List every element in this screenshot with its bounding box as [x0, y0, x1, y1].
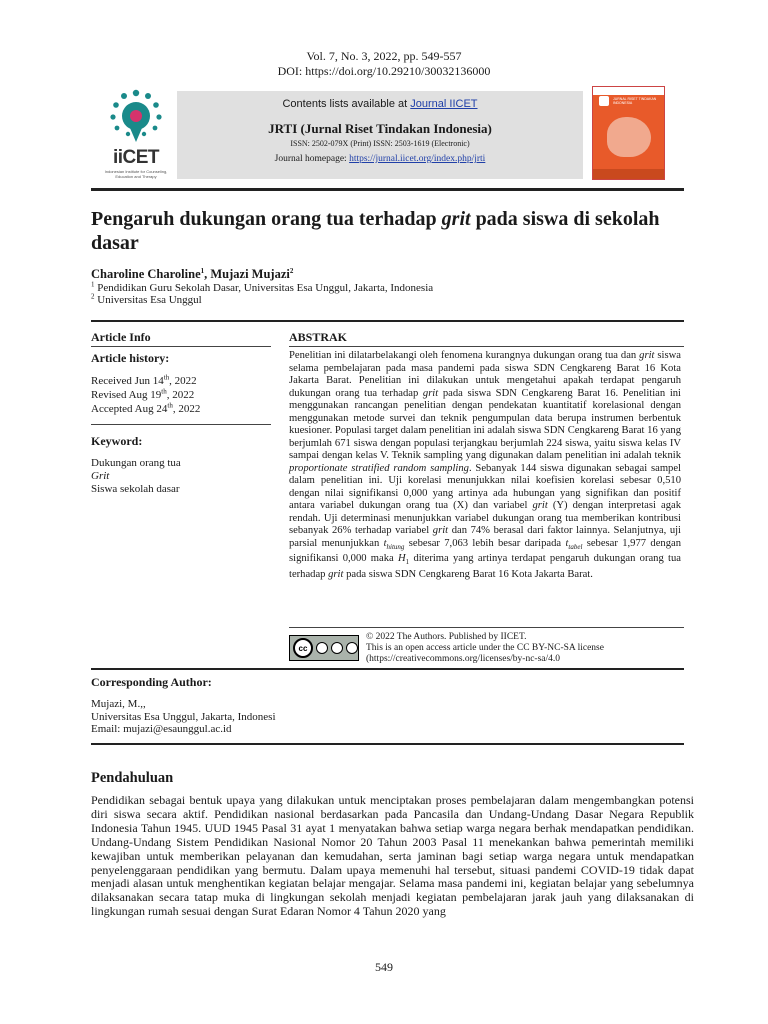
license-divider: [289, 627, 684, 628]
cc-by-nc-sa-badge[interactable]: [289, 635, 359, 661]
cover-top-bar: [593, 87, 665, 95]
revised-date: Revised Aug 19th, 2022: [91, 387, 195, 401]
abstract-divider: [289, 346, 684, 347]
received-date: Received Jun 14th, 2022: [91, 373, 197, 387]
keyword-list: [91, 457, 271, 496]
cover-title: JURNAL RISET TINDAKAN INDONESIA: [613, 97, 657, 105]
journal-cover: [592, 86, 665, 180]
logo-subtitle: Indonesian Institute for Counseling, Education and Therapy: [104, 169, 168, 179]
license-block: [289, 632, 681, 668]
corresponding-institution: Universitas Esa Unggul, Jakarta, Indonesi: [91, 710, 276, 723]
cover-illustration: [607, 117, 651, 157]
authors: Charoline Charoline$^1$, Mujazi Mujazi$^2$: [91, 266, 294, 281]
article-history: [91, 374, 271, 416]
contents-prefix: Contents lists available at: [282, 98, 408, 110]
cc-icon: cc: [293, 638, 313, 658]
abstract-heading: ABSTRAK: [289, 330, 348, 344]
doi-link[interactable]: DOI: https://doi.org/10.29210/30032136000: [277, 64, 491, 78]
article-title: Pengaruh dukungan orang tua terhadap grit pada siswa di sekolah dasar: [91, 208, 660, 254]
intro-paragraph: Pendidikan sebagai bentuk upaya yang dilakukan untuk menciptakan proses pembelajaran dalam mengembangkan potensi diri siswa secara aktif. Pendidikan nasional berdasarkan pada Pancasila dan Undang-Undang Dasar Negara Republik Indonesia Tahun 1945. UUD 1945 Pasal 31 ayat 1 menyatakan bahwa setiap warga negara berhak mendapatkan pendidikan. Undang-Undang Sistem Pendidikan Nasional Nomor 20 Tahun 2003 Pasal 11 menekankan bahwa pemerintah memiliki kewajiban untuk memberikan pelayanan dan kemudahan, serta jaminan bagi setiap warga negara untuk mendapatkan penyelenggaraan pendidikan yang bermutu. Dalam upaya memenuhi hal tersebut, situasi pandemi COVID-19 tidak dapat menjadi alasan untuk menghentikan kegiatan belajar mengajar. Selama masa pandemi ini, kegiatan belajar yang sebelumnya dilaksanakan secara tatap muka di lingkungan sekolah menjadi kegiatan pembelajaran jarak jauh yang dilaksanakan di lingkungan rumah sesuai dengan Surat Edaran Nomor 4 Tahun 2020 yang: [91, 793, 694, 919]
article-info-heading: Article Info: [91, 330, 151, 344]
license-text: © 2022 The Authors. Published by IICET. This is an open access article under the CC BY-NC-SA license (https://creativecommons.org/licenses/by-nc-sa/4.0: [366, 632, 604, 664]
iicet-logo: [104, 88, 168, 183]
keyword-item: Dukungan orang tua: [91, 457, 181, 469]
corresponding-details: [91, 698, 276, 736]
journal-header-box: [177, 91, 583, 179]
logo-name: iiCET: [112, 147, 160, 168]
article-history-heading: Article history:: [91, 351, 170, 365]
keyword-heading: Keyword:: [91, 434, 143, 448]
homepage-line: [177, 154, 583, 164]
abstract-text: Penelitian ini dilatarbelakangi oleh fenomena kurangnya dukungan orang tua dan grit siswa selama pembelajaran pada masa pandemi pada siswa SDN Cengkareng Barat 16 Kota Jakarta Barat. Penelitian ini dilakukan untuk mengetahui apakah terdapat pengaruh dukungan orang tua terhadap grit pada siswa SDN Cengkareng Barat 16. Penelitian ini menggunakan rancangan penelitian dengan pendekatan kuantitatif korelasional dengan menggunakan metode survei dan teknik pengumpulan data berupa instrumen berbentuk kuesioner. Populasi target dalam penelitian ini adalah siswa SDN Cengkareng Barat 16 yang berjumlah 671 siswa dengan populasi terjangkau berjumlah 224 siswa, yaitu siswa kelas IV sampai dengan kelas V. Teknik sampling yang digunakan dalam penelitian ini adalah teknik proportionate stratified random sampling. Sebanyak 144 siswa digunakan sebagai sampel dalam penelitian ini. Uji korelasi menunjukkan nilai koefisien korelasi sebesar 0,510 dengan nilai signifikansi 0,000 yang artinya ada hubungan yang signifikan dan positif antara variabel dukungan orang tua (X) dan variabel grit (Y) dengan interpretasi agak rendah. Uji determinasi menunjukkan variabel dukungan orang tua memberikan kontribusi sebanyak 26% terhadap variabel grit dan 74% berasal dari faktor lainnya. Selanjutnya, uji parsial menunjukkan $t_{hitung}$ sebesar 7,063 lebih besar daripada $t_{tabel}$ sebesar 1,977 dengan signifikansi 0,000 maka $H_1$ diterima yang artinya terdapat pengaruh dukungan orang tua terhadap grit pada siswa SDN Cengkareng Barat 16 Kota Jakarta Barat.: [289, 350, 682, 580]
affiliation-1: $^1$ Pendidikan Guru Sekolah Dasar, Universitas Esa Unggul, Jakarta, Indonesia: [91, 280, 434, 294]
corresponding-divider: [91, 668, 684, 670]
info-top-divider: [91, 320, 684, 322]
nc-icon: [331, 642, 343, 654]
iicet-emblem-icon: [104, 88, 168, 148]
cover-footer: [593, 169, 665, 179]
affiliation-2: $^2$ Universitas Esa Unggul: [91, 292, 202, 306]
section-heading-pendahuluan: Pendahuluan: [91, 770, 174, 786]
by-icon: [316, 642, 328, 654]
keyword-divider: [91, 424, 271, 425]
cover-badge-icon: [599, 96, 609, 106]
corresponding-email[interactable]: Email: mujazi@esaunggul.ac.id: [91, 723, 232, 735]
homepage-label: Journal homepage:: [274, 154, 347, 164]
corresponding-name: Mujazi, M.,,: [91, 698, 146, 710]
contents-line: [177, 98, 583, 110]
volume-info: Vol. 7, No. 3, 2022, pp. 549-557: [306, 49, 462, 63]
accepted-date: Accepted Aug 24th, 2022: [91, 401, 201, 415]
journal-iicet-link[interactable]: Journal IICET: [410, 98, 478, 110]
journal-name: JRTI (Jurnal Riset Tindakan Indonesia): [268, 121, 492, 136]
corresponding-heading: Corresponding Author:: [91, 675, 212, 689]
sa-icon: [346, 642, 358, 654]
page-number: 549: [375, 960, 393, 974]
keyword-item: Grit: [91, 470, 110, 482]
issn: ISSN: 2502-079X (Print) ISSN: 2503-1619 (Electronic): [290, 139, 470, 148]
keyword-item: Siswa sekolah dasar: [91, 483, 180, 495]
body-divider: [91, 743, 684, 745]
homepage-link[interactable]: https://jurnal.iicet.org/index.php/jrti: [349, 154, 486, 164]
info-divider: [91, 346, 271, 347]
header-divider: [91, 188, 684, 191]
